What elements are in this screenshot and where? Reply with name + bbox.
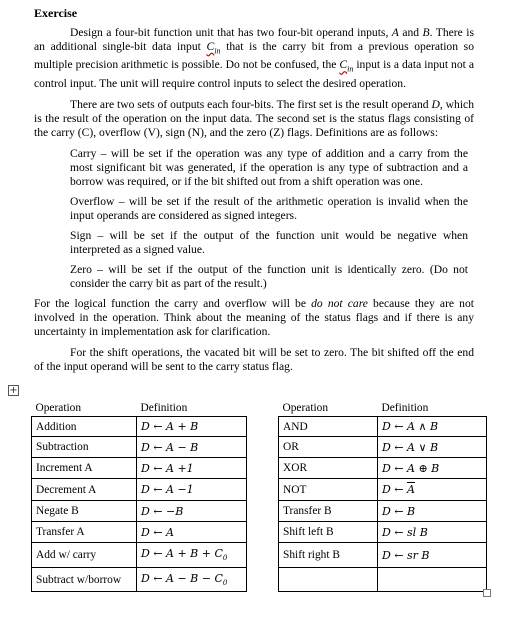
operation-cell: Increment A <box>32 458 137 479</box>
column-header-definition: Definition <box>378 400 487 417</box>
operation-cell: Shift left B <box>279 522 378 543</box>
cin-symbol: $C_{in}$ <box>339 58 354 74</box>
definition-cell: D ← $A - B - C_0$ <box>137 568 247 592</box>
definition-cell: D ← B <box>378 501 487 522</box>
table-row <box>32 417 247 437</box>
operation-cell: AND <box>279 417 378 437</box>
operation-cell <box>279 568 378 592</box>
operation-cell: Subtract w/borrow <box>32 568 137 592</box>
definition-zero: Zero – will be set if the output of the function unit is identically zero. (Do not consider the carry bit as part of the result.) <box>70 262 468 290</box>
exercise-title: Exercise <box>34 6 78 20</box>
table-row <box>32 522 247 543</box>
definition-cell: D ← sr B <box>378 543 487 568</box>
table-row <box>32 568 247 592</box>
column-header-operation: Operation <box>32 400 137 417</box>
operation-cell: XOR <box>279 458 378 479</box>
document-body <box>34 6 474 381</box>
operation-cell: Shift right B <box>279 543 378 568</box>
operation-cell: Negate B <box>32 501 137 522</box>
definition-cell: D ← A ∨ B <box>378 437 487 458</box>
paragraph-shift: For the shift operations, the vacated bit will be set to zero. The bit shifted off the end of the input operand will be sent to the carry status flag. <box>34 345 474 373</box>
column-header-definition: Definition <box>137 400 247 417</box>
paragraph-outputs: There are two sets of outputs each four-bits. The first set is the result operand D, which is the result of the operation on the input data. The second set is the status flags consisting of the carry (C), overflow (V), sign (N), and the zero (Z) flags. Definitions are as follows: <box>34 97 474 139</box>
cin-symbol: $C_{in}$ <box>206 40 221 56</box>
column-header-operation: Operation <box>279 400 378 417</box>
definition-cell: D ← A +1 <box>137 458 247 479</box>
table-row <box>279 479 487 501</box>
table-row <box>279 568 487 592</box>
resize-handle-icon[interactable] <box>483 589 491 597</box>
definition-cell: D ← $\overline{A}$ <box>378 479 487 501</box>
definition-cell: D ← A ⊕ B <box>378 458 487 479</box>
table-row <box>279 522 487 543</box>
move-handle-icon[interactable]: + <box>9 385 18 396</box>
table-row <box>279 458 487 479</box>
operation-cell: NOT <box>279 479 378 501</box>
table-row <box>279 437 487 458</box>
operation-cell: Transfer B <box>279 501 378 522</box>
definition-cell <box>378 568 487 592</box>
operation-cell: OR <box>279 437 378 458</box>
operation-cell: Subtraction <box>32 437 137 458</box>
paragraph-intro: Design a four-bit function unit that has two four-bit operand inputs, A and B. There is an additional single-bit data input $C_{in}$ that is the carry bit from a previous operation so multiple precision arithmetic is possible. Do not be confused, the $C_{in}$ input is a data input not a control input. The unit will require control inputs to select the desired operation. <box>34 26 474 90</box>
operation-cell: Addition <box>32 417 137 437</box>
definition-overflow: Overflow – will be set if the result of the arithmetic operation is invalid when the input operands are considered as signed integers. <box>70 194 468 222</box>
definition-sign: Sign – will be set if the output of the function unit would be negative when interpreted as a signed value. <box>70 228 468 256</box>
table-row <box>32 501 247 522</box>
table-row <box>32 479 247 501</box>
operations-table-right <box>278 400 487 592</box>
definition-cell: D ← A ∧ B <box>378 417 487 437</box>
operation-cell: Decrement A <box>32 479 137 501</box>
definition-cell: D ← $A + B + C_0$ <box>137 543 247 568</box>
operation-cell: Add w/ carry <box>32 543 137 568</box>
definition-cell: D ← A + B <box>137 417 247 437</box>
table-row <box>279 417 487 437</box>
definition-cell: D ← sl B <box>378 522 487 543</box>
operations-table-left <box>31 400 247 592</box>
paragraph-logical: For the logical function the carry and overflow will be do not care because they are not involved in the operation. Think about the meaning of the status flags and if there is any uncertainty in implementation ask for clarification. <box>34 296 474 338</box>
definition-cell: D ← −B <box>137 501 247 522</box>
definition-cell: D ← A − B <box>137 437 247 458</box>
table-row <box>32 437 247 458</box>
table-row <box>279 501 487 522</box>
definition-carry: Carry – will be set if the operation was any type of addition and a carry from the most significant bit was generated, if the operation is any type of subtraction and a borrow was required, or if the bit shifted out from a shift operation was one. <box>70 146 468 188</box>
definition-cell: D ← A <box>137 522 247 543</box>
table-row <box>279 543 487 568</box>
table-row <box>32 458 247 479</box>
definition-cell: D ← A −1 <box>137 479 247 501</box>
table-row <box>32 543 247 568</box>
operation-cell: Transfer A <box>32 522 137 543</box>
